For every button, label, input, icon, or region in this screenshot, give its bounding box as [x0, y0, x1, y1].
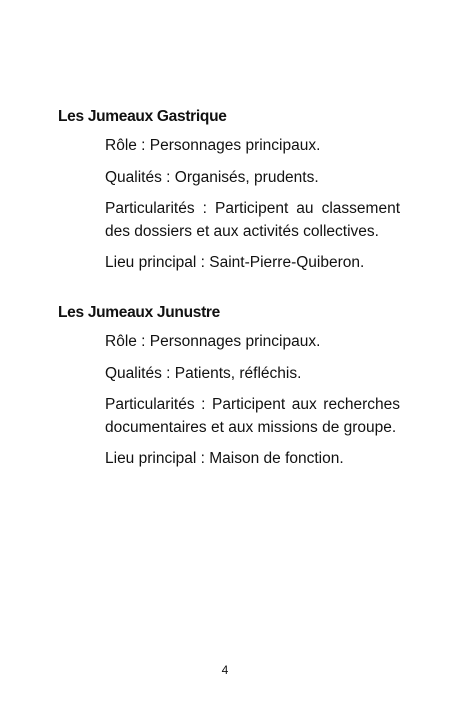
entry-list: [58, 331, 400, 471]
qualities-entry: Qualités : Organisés, prudents.: [105, 168, 319, 186]
section-heading: Les Jumeaux Gastrique: [58, 108, 227, 125]
entry-list: [58, 135, 400, 275]
character-section-junustre: [58, 303, 400, 480]
location-entry: Lieu principal : Maison de fonction.: [105, 450, 344, 467]
character-section-gastrique: [58, 107, 400, 284]
particularities-entry: Particularités : Participent aux recherches documentaires et aux missions de groupe.: [105, 396, 400, 436]
page-number: 4: [221, 663, 229, 677]
qualities-entry: Qualités : Patients, réfléchis.: [105, 364, 302, 382]
particularities-entry: Particularités : Participent au classement des dossiers et aux activités collectives.: [105, 200, 400, 240]
section-heading: Les Jumeaux Junustre: [58, 304, 220, 321]
role-entry: Rôle : Personnages principaux.: [105, 333, 321, 350]
role-entry: Rôle : Personnages principaux.: [105, 137, 321, 154]
location-entry: Lieu principal : Saint-Pierre-Quiberon.: [105, 254, 365, 271]
